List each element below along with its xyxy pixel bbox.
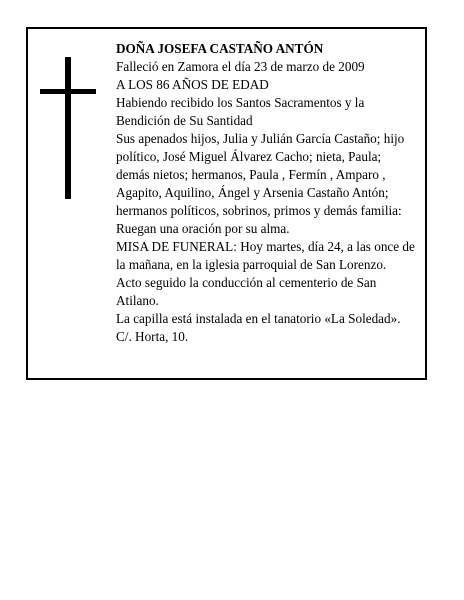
death-statement: Falleció en Zamora el día 23 de marzo de 2009 <box>116 59 365 74</box>
burial-procession: Acto seguido la conducción al cementerio de San Atilano. <box>116 275 377 308</box>
latin-cross-icon <box>40 57 96 199</box>
family-statement: Sus apenados hijos, Julia y Julián García Castaño; hijo político, José Miguel Álvarez Cacho; nieta, Paula; demás nietos; hermanos, Paula , Fermín , Amparo , Agapito, Aquilino, Ángel y Arsenia Castaño Antón; hermanos políticos, sobrinos, primos y demás familia: <box>116 131 405 218</box>
prayer-request: Ruegan una oración por su alma. <box>116 221 290 236</box>
age-statement: A LOS 86 AÑOS DE EDAD <box>116 77 269 92</box>
chapel-address: C/. Horta, 10. <box>116 329 189 344</box>
cross-horizontal-bar <box>40 89 96 94</box>
notice-text <box>116 40 416 346</box>
chapel-location: La capilla está instalada en el tanatorio «La Soledad». <box>116 311 401 326</box>
cross-vertical-bar <box>65 57 71 199</box>
funeral-mass: MISA DE FUNERAL: Hoy martes, día 24, a las once de la mañana, en la iglesia parroquial de San Lorenzo. <box>116 239 415 272</box>
deceased-name: DOÑA JOSEFA CASTAÑO ANTÓN <box>116 41 324 56</box>
obituary-notice <box>26 27 427 380</box>
sacraments-statement: Habiendo recibido los Santos Sacramentos y la Bendición de Su Santidad <box>116 95 365 128</box>
